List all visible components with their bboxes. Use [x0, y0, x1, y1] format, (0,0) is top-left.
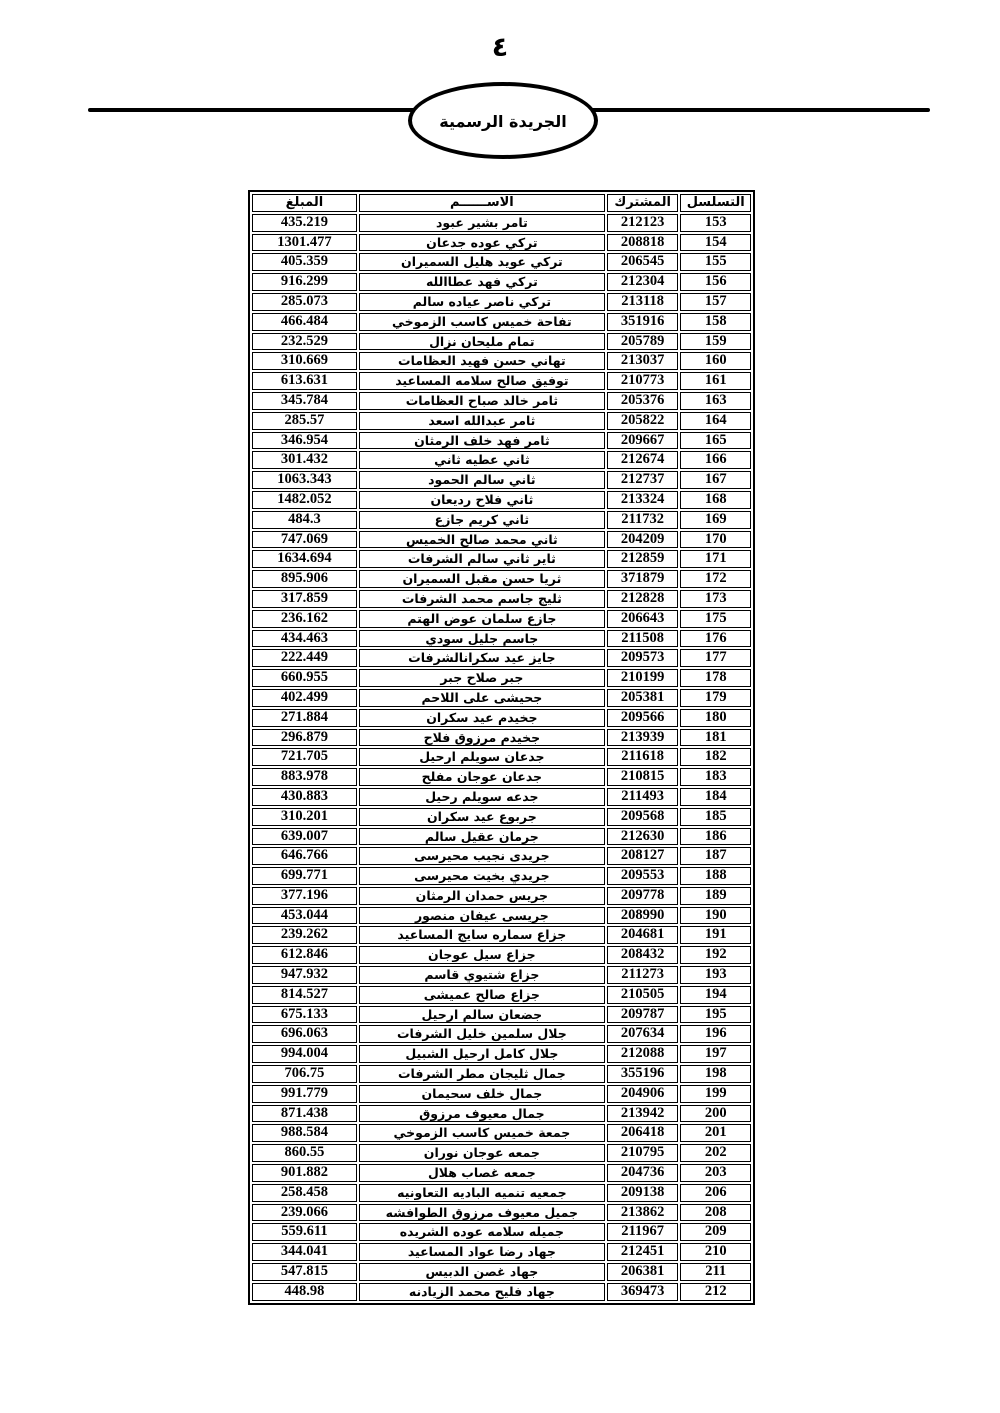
- amount-cell: 345.784: [252, 392, 357, 410]
- serial-cell: 161: [680, 372, 751, 390]
- subscriber-cell: 210505: [607, 986, 679, 1004]
- subscriber-cell: 212630: [607, 828, 679, 846]
- subscriber-cell: 210199: [607, 669, 679, 687]
- amount-cell: 258.458: [252, 1184, 357, 1202]
- table-row: [252, 828, 751, 846]
- amount-cell: 547.815: [252, 1263, 357, 1281]
- table-row: [252, 907, 751, 925]
- serial-cell: 153: [680, 214, 751, 232]
- serial-cell: 158: [680, 313, 751, 331]
- table-row: [252, 412, 751, 430]
- page-number: ٤: [491, 32, 509, 63]
- serial-cell: 194: [680, 986, 751, 1004]
- serial-cell: 177: [680, 649, 751, 667]
- subscriber-cell: 208818: [607, 234, 679, 252]
- name-cell: جزاع شتيوي قاسم: [359, 966, 605, 984]
- table-row: [252, 451, 751, 469]
- amount-cell: 901.882: [252, 1164, 357, 1182]
- subscriber-cell: 210815: [607, 768, 679, 786]
- name-cell: جريدى نجيب محيرسى: [359, 847, 605, 865]
- serial-cell: 192: [680, 946, 751, 964]
- table-row: [252, 630, 751, 648]
- subscriber-cell: 205376: [607, 392, 679, 410]
- table-row: [252, 1243, 751, 1261]
- amount-cell: 285.073: [252, 293, 357, 311]
- amount-cell: 448.98: [252, 1283, 357, 1301]
- subscriber-cell: 211967: [607, 1223, 679, 1241]
- gazette-banner: [408, 82, 598, 159]
- table-row: [252, 313, 751, 331]
- serial-cell: 185: [680, 808, 751, 826]
- amount-cell: 466.484: [252, 313, 357, 331]
- table-row: [252, 847, 751, 865]
- table-row: [252, 293, 751, 311]
- name-cell: جمال معيوف مرزوق: [359, 1105, 605, 1123]
- name-header: الاســــــم: [359, 194, 605, 212]
- amount-cell: 271.884: [252, 709, 357, 727]
- serial-cell: 195: [680, 1006, 751, 1024]
- subscriber-header: المشترك: [607, 194, 679, 212]
- table-row: [252, 867, 751, 885]
- name-cell: تفاحة خميس كاسب الزموخي: [359, 313, 605, 331]
- table-row: [252, 432, 751, 450]
- name-cell: جرمان عقيل سالم: [359, 828, 605, 846]
- serial-cell: 211: [680, 1263, 751, 1281]
- serial-cell: 198: [680, 1065, 751, 1083]
- table-row: [252, 709, 751, 727]
- name-cell: جزاع سيل عوجان: [359, 946, 605, 964]
- subscriber-cell: 210773: [607, 372, 679, 390]
- serial-cell: 199: [680, 1085, 751, 1103]
- subscribers-table: [248, 190, 755, 1305]
- table-row: [252, 1124, 751, 1142]
- serial-header: التسلسل: [680, 194, 751, 212]
- name-cell: جزاع صالح عميشى: [359, 986, 605, 1004]
- table-row: [252, 986, 751, 1004]
- subscriber-cell: 210795: [607, 1144, 679, 1162]
- table-row: [252, 1164, 751, 1182]
- subscriber-cell: 209566: [607, 709, 679, 727]
- amount-cell: 344.041: [252, 1243, 357, 1261]
- subscriber-cell: 212123: [607, 214, 679, 232]
- name-cell: ثاني سالم الحمود: [359, 471, 605, 489]
- serial-cell: 168: [680, 491, 751, 509]
- amount-cell: 285.57: [252, 412, 357, 430]
- serial-cell: 163: [680, 392, 751, 410]
- amount-cell: 860.55: [252, 1144, 357, 1162]
- subscriber-cell: 213324: [607, 491, 679, 509]
- name-cell: جميل معيوف مرزوق الطوافشه: [359, 1204, 605, 1222]
- serial-cell: 169: [680, 511, 751, 529]
- table-row: [252, 946, 751, 964]
- amount-cell: 484.3: [252, 511, 357, 529]
- amount-cell: 317.859: [252, 590, 357, 608]
- amount-cell: 639.007: [252, 828, 357, 846]
- subscriber-cell: 209787: [607, 1006, 679, 1024]
- amount-cell: 239.262: [252, 926, 357, 944]
- subscriber-cell: 208990: [607, 907, 679, 925]
- table-row: [252, 570, 751, 588]
- subscriber-cell: 355196: [607, 1065, 679, 1083]
- table-row: [252, 273, 751, 291]
- name-cell: توفيق صالح سلامه المساعيد: [359, 372, 605, 390]
- subscriber-cell: 206418: [607, 1124, 679, 1142]
- serial-cell: 187: [680, 847, 751, 865]
- subscriber-cell: 206545: [607, 253, 679, 271]
- name-cell: ثامر عبدالله اسعد: [359, 412, 605, 430]
- serial-cell: 200: [680, 1105, 751, 1123]
- serial-cell: 157: [680, 293, 751, 311]
- table-row: [252, 1204, 751, 1222]
- subscriber-cell: 207634: [607, 1025, 679, 1043]
- name-cell: جميله سلامه عوده الشريده: [359, 1223, 605, 1241]
- serial-cell: 191: [680, 926, 751, 944]
- table-row: [252, 1144, 751, 1162]
- amount-cell: 1063.343: [252, 471, 357, 489]
- amount-cell: 310.669: [252, 352, 357, 370]
- serial-cell: 160: [680, 352, 751, 370]
- name-cell: جهاد رضا عواد المساعيد: [359, 1243, 605, 1261]
- table-row: [252, 590, 751, 608]
- table-row: [252, 926, 751, 944]
- table-row: [252, 669, 751, 687]
- name-cell: ثليج جاسم محمد الشرفات: [359, 590, 605, 608]
- gazette-title: الجريدة الرسمية: [439, 112, 567, 131]
- name-cell: جلال كامل ارحيل الشبيل: [359, 1045, 605, 1063]
- serial-cell: 203: [680, 1164, 751, 1182]
- name-cell: جلال سلمين خليل الشرفات: [359, 1025, 605, 1043]
- subscriber-cell: 371879: [607, 570, 679, 588]
- subscriber-cell: 212737: [607, 471, 679, 489]
- subscriber-cell: 208432: [607, 946, 679, 964]
- name-cell: جاسم جليل سودي: [359, 630, 605, 648]
- subscriber-cell: 204209: [607, 531, 679, 549]
- subscriber-cell: 213037: [607, 352, 679, 370]
- table-row: [252, 1283, 751, 1301]
- subscriber-cell: 211273: [607, 966, 679, 984]
- subscriber-cell: 205822: [607, 412, 679, 430]
- subscriber-cell: 211508: [607, 630, 679, 648]
- subscriber-cell: 212859: [607, 550, 679, 568]
- name-cell: جمعه عوجان نوران: [359, 1144, 605, 1162]
- amount-cell: 747.069: [252, 531, 357, 549]
- table-row: [252, 1006, 751, 1024]
- serial-cell: 178: [680, 669, 751, 687]
- name-cell: ثاني كريم جازع: [359, 511, 605, 529]
- subscriber-cell: 213939: [607, 729, 679, 747]
- amount-cell: 402.499: [252, 689, 357, 707]
- amount-cell: 239.066: [252, 1204, 357, 1222]
- serial-cell: 165: [680, 432, 751, 450]
- table-row: [252, 1105, 751, 1123]
- table-row: [252, 491, 751, 509]
- amount-cell: 346.954: [252, 432, 357, 450]
- serial-cell: 175: [680, 610, 751, 628]
- serial-cell: 209: [680, 1223, 751, 1241]
- amount-cell: 947.932: [252, 966, 357, 984]
- amount-cell: 612.846: [252, 946, 357, 964]
- name-cell: تركي عوده جدعان: [359, 234, 605, 252]
- amount-cell: 991.779: [252, 1085, 357, 1103]
- serial-cell: 172: [680, 570, 751, 588]
- amount-cell: 994.004: [252, 1045, 357, 1063]
- table-row: [252, 748, 751, 766]
- name-cell: جمعيه تنميه الباديه التعاونيه: [359, 1184, 605, 1202]
- subscriber-cell: 213862: [607, 1204, 679, 1222]
- subscriber-cell: 209568: [607, 808, 679, 826]
- name-cell: جبر صلاح جبر: [359, 669, 605, 687]
- serial-cell: 155: [680, 253, 751, 271]
- amount-cell: 696.063: [252, 1025, 357, 1043]
- name-cell: جدعه سويلم رحيل: [359, 788, 605, 806]
- table-row: [252, 966, 751, 984]
- serial-cell: 193: [680, 966, 751, 984]
- serial-cell: 212: [680, 1283, 751, 1301]
- amount-header: المبلغ: [252, 194, 357, 212]
- table-row: [252, 1085, 751, 1103]
- name-cell: جمعة خميس كاسب الزموخي: [359, 1124, 605, 1142]
- table-row: [252, 214, 751, 232]
- amount-cell: 1634.694: [252, 550, 357, 568]
- amount-cell: 232.529: [252, 333, 357, 351]
- amount-cell: 895.906: [252, 570, 357, 588]
- table-header-row: [252, 194, 751, 212]
- serial-cell: 173: [680, 590, 751, 608]
- subscriber-cell: 211732: [607, 511, 679, 529]
- serial-cell: 210: [680, 1243, 751, 1261]
- serial-cell: 156: [680, 273, 751, 291]
- serial-cell: 208: [680, 1204, 751, 1222]
- subscriber-cell: 212674: [607, 451, 679, 469]
- amount-cell: 646.766: [252, 847, 357, 865]
- name-cell: جخيدم مرزوق فلاح: [359, 729, 605, 747]
- name-cell: جهاد غصن الدبيس: [359, 1263, 605, 1281]
- serial-cell: 197: [680, 1045, 751, 1063]
- amount-cell: 721.705: [252, 748, 357, 766]
- name-cell: جايز عيد سكرانالشرفات: [359, 649, 605, 667]
- table-row: [252, 1263, 751, 1281]
- table-row: [252, 689, 751, 707]
- table-row: [252, 471, 751, 489]
- subscriber-cell: 212088: [607, 1045, 679, 1063]
- amount-cell: 871.438: [252, 1105, 357, 1123]
- amount-cell: 1301.477: [252, 234, 357, 252]
- serial-cell: 188: [680, 867, 751, 885]
- table-row: [252, 1223, 751, 1241]
- subscriber-cell: 205381: [607, 689, 679, 707]
- serial-cell: 164: [680, 412, 751, 430]
- name-cell: ثاير ثاني سالم الشرفات: [359, 550, 605, 568]
- serial-cell: 183: [680, 768, 751, 786]
- name-cell: جضعان سالم ارحيل: [359, 1006, 605, 1024]
- table-row: [252, 788, 751, 806]
- table-row: [252, 234, 751, 252]
- amount-cell: 377.196: [252, 887, 357, 905]
- table-row: [252, 511, 751, 529]
- name-cell: تركي ناصر عياده سالم: [359, 293, 605, 311]
- subscriber-cell: 212828: [607, 590, 679, 608]
- name-cell: جازع سلمان عوض الهتم: [359, 610, 605, 628]
- name-cell: جخيدم عيد سكران: [359, 709, 605, 727]
- serial-cell: 167: [680, 471, 751, 489]
- amount-cell: 675.133: [252, 1006, 357, 1024]
- table-row: [252, 333, 751, 351]
- name-cell: تركي فهد عطاالله: [359, 273, 605, 291]
- subscriber-cell: 209553: [607, 867, 679, 885]
- table-row: [252, 1045, 751, 1063]
- serial-cell: 176: [680, 630, 751, 648]
- subscriber-cell: 209667: [607, 432, 679, 450]
- subscriber-cell: 213942: [607, 1105, 679, 1123]
- name-cell: جريسى عيفان منصور: [359, 907, 605, 925]
- amount-cell: 699.771: [252, 867, 357, 885]
- name-cell: تامر بشير عبود: [359, 214, 605, 232]
- name-cell: ثامر فهد خلف الرمثان: [359, 432, 605, 450]
- table-row: [252, 1025, 751, 1043]
- subscriber-cell: 209778: [607, 887, 679, 905]
- subscriber-cell: 213118: [607, 293, 679, 311]
- subscriber-cell: 209573: [607, 649, 679, 667]
- name-cell: تهاني حسن فهيد العظامات: [359, 352, 605, 370]
- amount-cell: 301.432: [252, 451, 357, 469]
- subscriber-cell: 204736: [607, 1164, 679, 1182]
- name-cell: جدعان سويلم ارحيل: [359, 748, 605, 766]
- serial-cell: 159: [680, 333, 751, 351]
- name-cell: ثاني عطيه ثاني: [359, 451, 605, 469]
- amount-cell: 883.978: [252, 768, 357, 786]
- serial-cell: 170: [680, 531, 751, 549]
- serial-cell: 179: [680, 689, 751, 707]
- table-row: [252, 352, 751, 370]
- serial-cell: 181: [680, 729, 751, 747]
- amount-cell: 430.883: [252, 788, 357, 806]
- serial-cell: 206: [680, 1184, 751, 1202]
- amount-cell: 559.611: [252, 1223, 357, 1241]
- table-row: [252, 372, 751, 390]
- serial-cell: 201: [680, 1124, 751, 1142]
- name-cell: ثاني فلاح رديعان: [359, 491, 605, 509]
- subscriber-cell: 204681: [607, 926, 679, 944]
- name-cell: جمال ثليجان مطر الشرفات: [359, 1065, 605, 1083]
- amount-cell: 310.201: [252, 808, 357, 826]
- subscriber-cell: 209138: [607, 1184, 679, 1202]
- amount-cell: 435.219: [252, 214, 357, 232]
- table-body: [252, 214, 751, 1301]
- subscriber-cell: 212304: [607, 273, 679, 291]
- amount-cell: 405.359: [252, 253, 357, 271]
- table-row: [252, 729, 751, 747]
- name-cell: جهاد فليح محمد الزيادنه: [359, 1283, 605, 1301]
- serial-cell: 184: [680, 788, 751, 806]
- amount-cell: 613.631: [252, 372, 357, 390]
- name-cell: ثامر خالد صباح العظامات: [359, 392, 605, 410]
- table-row: [252, 610, 751, 628]
- amount-cell: 236.162: [252, 610, 357, 628]
- table-row: [252, 808, 751, 826]
- amount-cell: 988.584: [252, 1124, 357, 1142]
- subscriber-cell: 208127: [607, 847, 679, 865]
- serial-cell: 186: [680, 828, 751, 846]
- subscriber-cell: 212451: [607, 1243, 679, 1261]
- serial-cell: 180: [680, 709, 751, 727]
- amount-cell: 434.463: [252, 630, 357, 648]
- name-cell: جريس حمدان الرمثان: [359, 887, 605, 905]
- name-cell: ثريا حسن مقبل السميران: [359, 570, 605, 588]
- serial-cell: 154: [680, 234, 751, 252]
- serial-cell: 189: [680, 887, 751, 905]
- amount-cell: 706.75: [252, 1065, 357, 1083]
- table-row: [252, 392, 751, 410]
- subscriber-cell: 211618: [607, 748, 679, 766]
- serial-cell: 182: [680, 748, 751, 766]
- table-row: [252, 887, 751, 905]
- table-row: [252, 649, 751, 667]
- table-row: [252, 550, 751, 568]
- name-cell: جمال خلف سحيمان: [359, 1085, 605, 1103]
- subscriber-cell: 211493: [607, 788, 679, 806]
- name-cell: جزاع سماره سايج المساعيد: [359, 926, 605, 944]
- table-row: [252, 1065, 751, 1083]
- subscriber-cell: 204906: [607, 1085, 679, 1103]
- subscriber-cell: 206643: [607, 610, 679, 628]
- name-cell: تمام مليحان نزال: [359, 333, 605, 351]
- table-row: [252, 1184, 751, 1202]
- name-cell: جمعه غصاب هلال: [359, 1164, 605, 1182]
- serial-cell: 166: [680, 451, 751, 469]
- subscriber-cell: 206381: [607, 1263, 679, 1281]
- amount-cell: 916.299: [252, 273, 357, 291]
- name-cell: جريدي بخيت محيرسى: [359, 867, 605, 885]
- subscriber-cell: 205789: [607, 333, 679, 351]
- subscriber-cell: 369473: [607, 1283, 679, 1301]
- name-cell: ثاني محمد صالح الخميس: [359, 531, 605, 549]
- amount-cell: 453.044: [252, 907, 357, 925]
- table-row: [252, 531, 751, 549]
- amount-cell: 222.449: [252, 649, 357, 667]
- name-cell: جحيشى على اللاحم: [359, 689, 605, 707]
- name-cell: تركي عويد هليل السميران: [359, 253, 605, 271]
- amount-cell: 296.879: [252, 729, 357, 747]
- amount-cell: 660.955: [252, 669, 357, 687]
- serial-cell: 171: [680, 550, 751, 568]
- name-cell: جربوع عيد سكران: [359, 808, 605, 826]
- serial-cell: 190: [680, 907, 751, 925]
- serial-cell: 202: [680, 1144, 751, 1162]
- table-row: [252, 768, 751, 786]
- table-row: [252, 253, 751, 271]
- amount-cell: 814.527: [252, 986, 357, 1004]
- name-cell: جدعان عوجان مفلح: [359, 768, 605, 786]
- serial-cell: 196: [680, 1025, 751, 1043]
- amount-cell: 1482.052: [252, 491, 357, 509]
- subscriber-cell: 351916: [607, 313, 679, 331]
